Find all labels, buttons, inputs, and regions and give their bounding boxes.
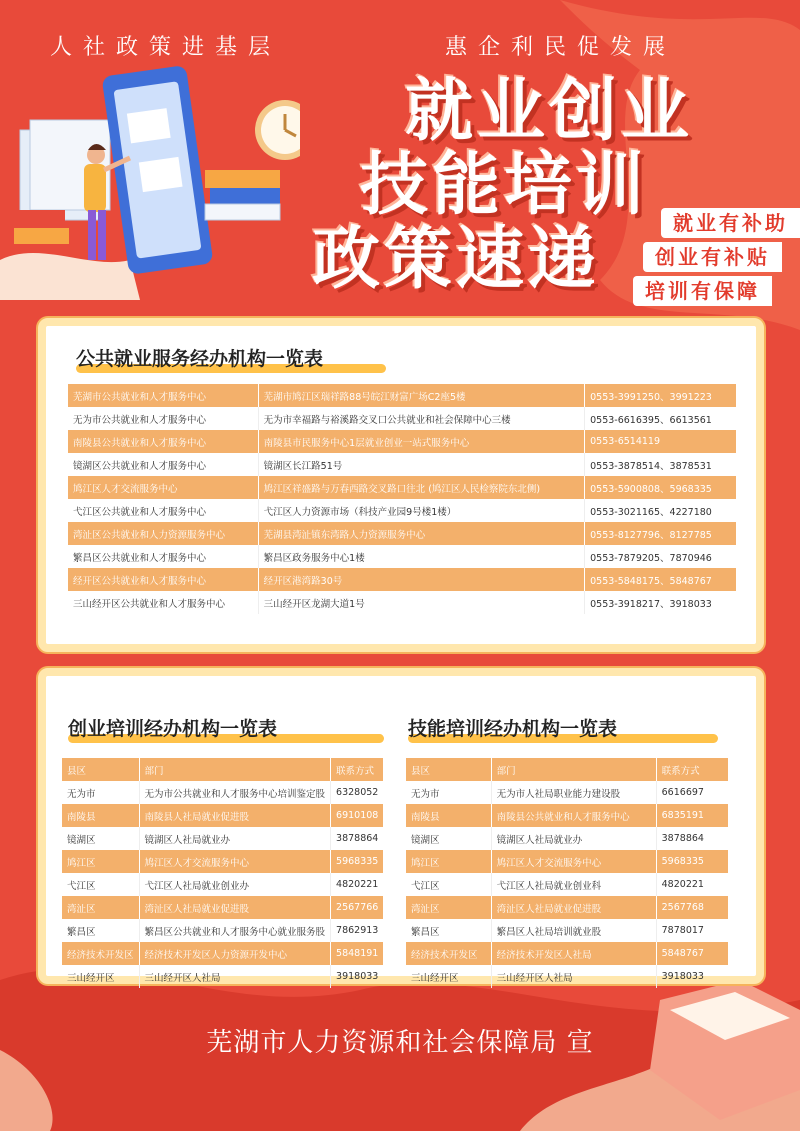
skills-training-title: 技能培训经办机构一览表 (408, 718, 618, 740)
table-cell: 弋江区 (411, 880, 440, 892)
table-cell: 6328052 (331, 781, 384, 804)
table-cell: 5848191 (331, 942, 384, 965)
main-title-line-1: 就业创业 (405, 72, 694, 151)
table-row (62, 781, 383, 804)
table-row (62, 942, 383, 965)
table-cell: 镜湖区公共就业和人才服务中心 (73, 460, 207, 472)
table-cell: 弋江区人社局就业创业科 (491, 873, 656, 896)
table-row (62, 850, 383, 873)
table-cell: 南陵县人社局就业促进股 (139, 804, 331, 827)
table-cell: 0553-5900808、5968335 (585, 476, 736, 499)
table-row (68, 545, 736, 568)
footer-issuer: 芜湖市人力资源和社会保障局 宣 (206, 1028, 594, 1058)
table-row (68, 591, 736, 614)
table-cell: 0553-3918217、3918033 (585, 591, 736, 614)
column-header: 部门 (139, 758, 331, 781)
main-title-line-2: 技能培训 (360, 146, 649, 225)
table-row (68, 430, 736, 453)
table-cell: 5968335 (331, 850, 384, 873)
startup-training-title: 创业培训经办机构一览表 (68, 718, 278, 740)
column-header: 部门 (491, 758, 656, 781)
table-cell: 弋江区公共就业和人才服务中心 (73, 506, 207, 518)
table-cell: 无为市人社局职业能力建设股 (491, 781, 656, 804)
table-cell: 2567766 (331, 896, 384, 919)
table-cell: 5968335 (656, 850, 728, 873)
table-row (406, 804, 728, 827)
table-cell: 南陵县公共就业和人才服务中心 (491, 804, 656, 827)
column-header: 县区 (62, 758, 139, 781)
table-cell: 芜湖市公共就业和人才服务中心 (68, 384, 258, 407)
table-cell: 芜湖县湾沚镇东湾路人力资源服务中心 (258, 522, 584, 545)
table-cell: 0553-3021165、4227180 (585, 499, 736, 522)
table-cell: 7862913 (331, 919, 384, 942)
table-cell: 三山经开区 (67, 972, 115, 984)
table-cell: 鸠江区人才交流服务中心 (491, 850, 656, 873)
table-cell: 3918033 (656, 965, 728, 988)
table-row (406, 827, 728, 850)
table-row (68, 499, 736, 522)
table-cell: 0553-5848175、5848767 (585, 568, 736, 591)
table-row (62, 873, 383, 896)
table-cell: 经济技术开发区人力资源开发中心 (139, 942, 331, 965)
table-cell: 鸠江区 (406, 850, 491, 873)
table-cell: 繁昌区人社局培训就业股 (491, 919, 656, 942)
table-cell: 湾沚区 (406, 896, 491, 919)
table-cell: 湾沚区 (62, 896, 139, 919)
table-cell: 4820221 (656, 873, 728, 896)
table-row (406, 965, 728, 988)
table-cell: 三山经开区龙湖大道1号 (258, 591, 584, 614)
table-row (68, 407, 736, 430)
training-card (38, 668, 764, 984)
tag-employment-subsidy: 就业有补助 (661, 208, 800, 238)
table-cell: 繁昌区公共就业和人才服务中心就业服务股 (139, 919, 331, 942)
column-header: 联系方式 (656, 758, 728, 781)
table-cell: 0553-6616395、6613561 (585, 407, 736, 430)
table-cell: 三山经开区 (411, 972, 459, 984)
table-cell: 6910108 (331, 804, 384, 827)
table-cell: 0553-6514119 (585, 430, 736, 453)
table-cell: 湾沚区公共就业和人力资源服务中心 (68, 522, 258, 545)
table-row (62, 827, 383, 850)
table-cell: 0553-3991250、3991223 (585, 384, 736, 407)
table-row (406, 896, 728, 919)
table-row (68, 522, 736, 545)
table-cell: 7878017 (656, 919, 728, 942)
table-cell: 镜湖区长江路51号 (258, 453, 584, 476)
table-cell: 湾沚区人社局就业促进股 (139, 896, 331, 919)
table-cell: 经开区港湾路30号 (258, 568, 584, 591)
table-cell: 弋江区 (67, 880, 96, 892)
table-cell: 无为市 (67, 788, 96, 800)
table-cell: 鸠江区人才交流服务中心 (68, 476, 258, 499)
table-row (68, 453, 736, 476)
table-cell: 3878864 (656, 827, 728, 850)
slogan-left: 人社政策进基层 (50, 35, 282, 60)
tag-startup-subsidy: 创业有补贴 (643, 242, 782, 272)
study-illustration (0, 60, 300, 300)
table-cell: 镜湖区人社局就业办 (491, 827, 656, 850)
table-cell: 鸠江区人才交流服务中心 (139, 850, 331, 873)
table-cell: 0553-7879205、7870946 (585, 545, 736, 568)
table-row (68, 568, 736, 591)
table-cell: 南陵县 (62, 804, 139, 827)
main-title-line-3: 政策速递 (312, 220, 601, 299)
table-row (406, 873, 728, 896)
table-row (406, 942, 728, 965)
table-row (406, 919, 728, 942)
table-cell: 6835191 (656, 804, 728, 827)
table-cell: 三山经开区公共就业和人才服务中心 (73, 598, 226, 610)
public-service-table (68, 384, 736, 614)
skills-training-table (406, 758, 728, 988)
table-cell: 4820221 (331, 873, 384, 896)
table-row (62, 965, 383, 988)
table-cell: 5848767 (656, 942, 728, 965)
table-cell: 无为市 (411, 788, 440, 800)
table-row (68, 384, 736, 407)
table-cell: 无为市公共就业和人才服务中心 (73, 414, 207, 426)
table-cell: 南陵县公共就业和人才服务中心 (68, 430, 258, 453)
table-header-row (406, 758, 728, 781)
table-cell: 三山经开区人社局 (139, 965, 331, 988)
table-cell: 镜湖区 (411, 834, 440, 846)
table-cell: 镜湖区人社局就业办 (139, 827, 331, 850)
table-cell: 6616697 (656, 781, 728, 804)
table-cell: 繁昌区 (67, 926, 96, 938)
table-row (62, 919, 383, 942)
tag-training-guarantee: 培训有保障 (633, 276, 772, 306)
table-cell: 0553-8127796、8127785 (585, 522, 736, 545)
public-service-title: 公共就业服务经办机构一览表 (76, 348, 324, 370)
table-cell: 无为市公共就业和人才服务中心培训鉴定股 (139, 781, 331, 804)
startup-training-table (62, 758, 383, 988)
table-cell: 弋江区人社局就业创业办 (139, 873, 331, 896)
table-cell: 3878864 (331, 827, 384, 850)
table-cell: 经开区公共就业和人才服务中心 (68, 568, 258, 591)
slogan-right: 惠企利民促发展 (445, 35, 677, 60)
table-row (406, 850, 728, 873)
table-cell: 镜湖区 (67, 834, 96, 846)
table-cell: 3918033 (331, 965, 384, 988)
table-cell: 0553-3878514、3878531 (585, 453, 736, 476)
table-cell: 芜湖市鸠江区瑞祥路88号皖江财富广场C2座5楼 (258, 384, 584, 407)
table-cell: 繁昌区公共就业和人才服务中心 (73, 552, 207, 564)
table-row (68, 476, 736, 499)
table-cell: 南陵县市民服务中心1层就业创业一站式服务中心 (258, 430, 584, 453)
table-row (62, 804, 383, 827)
table-cell: 鸠江区祥盛路与万春西路交叉路口往北 (鸠江区人民检察院东北侧) (258, 476, 584, 499)
table-row (406, 781, 728, 804)
table-cell: 繁昌区政务服务中心1楼 (258, 545, 584, 568)
column-header: 联系方式 (331, 758, 384, 781)
table-cell: 2567768 (656, 896, 728, 919)
table-cell: 湾沚区人社局就业促进股 (491, 896, 656, 919)
table-cell: 繁昌区 (411, 926, 440, 938)
table-cell: 三山经开区人社局 (491, 965, 656, 988)
table-cell: 南陵县 (406, 804, 491, 827)
table-row (62, 896, 383, 919)
table-cell: 弋江区人力资源市场（科技产业园9号楼1楼） (258, 499, 584, 522)
table-cell: 鸠江区 (62, 850, 139, 873)
table-cell: 无为市幸福路与裕溪路交叉口公共就业和社会保障中心三楼 (258, 407, 584, 430)
public-service-card (38, 318, 764, 652)
table-header-row (62, 758, 383, 781)
table-cell: 经济技术开发区 (406, 942, 491, 965)
column-header: 县区 (406, 758, 491, 781)
table-cell: 经济技术开发区人社局 (491, 942, 656, 965)
table-cell: 经济技术开发区 (62, 942, 139, 965)
